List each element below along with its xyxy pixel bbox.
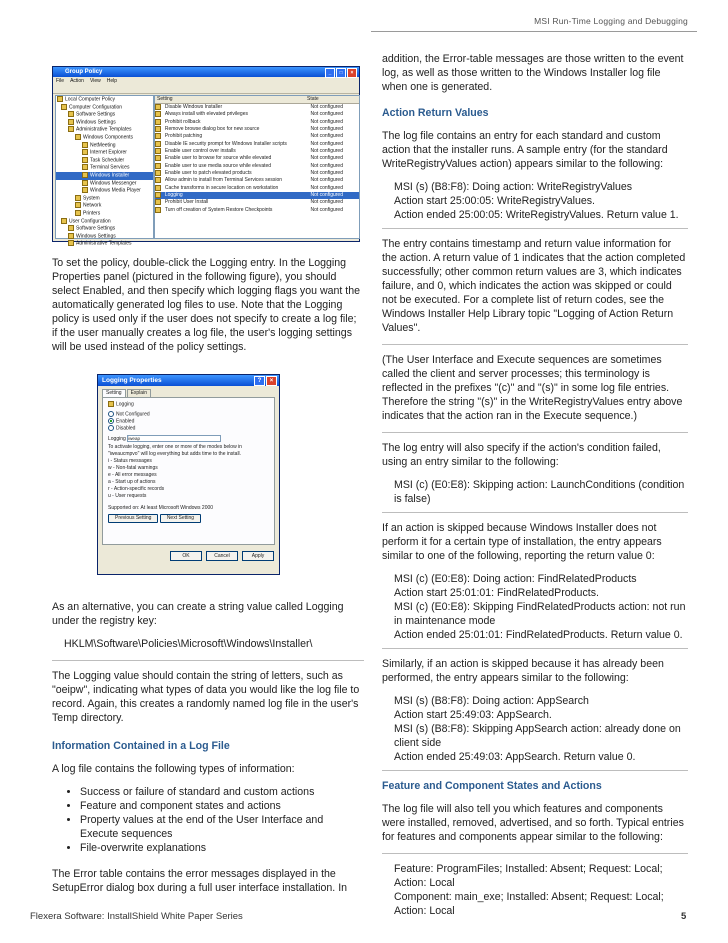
divider	[382, 228, 688, 229]
group-policy-toolbar	[53, 85, 359, 94]
tree-node: Windows Components	[83, 134, 134, 141]
setting-icon	[155, 119, 161, 125]
radio-disabled	[108, 425, 114, 431]
supported-on: Supported on: At least Microsoft Windows 2000	[108, 505, 214, 511]
policy-state: Not configured	[310, 148, 343, 155]
help-text: To activate logging, enter one or more of the modes below in	[108, 444, 242, 450]
folder-icon	[75, 195, 81, 201]
policy-row	[155, 111, 359, 118]
policy-state: Not configured	[310, 206, 343, 213]
help-text: a - Start up of actions	[108, 479, 156, 485]
policy-setting: Turn off creation of System Restore Checkpoints	[164, 206, 273, 213]
computer-icon	[61, 104, 67, 110]
tree-node: Windows Messenger	[90, 179, 137, 186]
tab-setting: Setting	[102, 389, 126, 397]
help-text: i - Status messages	[108, 458, 152, 464]
ok-button: OK	[170, 551, 202, 561]
group-policy-titlebar	[53, 67, 359, 77]
folder-icon	[75, 210, 81, 216]
divider	[382, 853, 688, 854]
tree-node: Software Settings	[76, 225, 116, 232]
setting-icon	[155, 199, 161, 205]
minimize-icon: _	[325, 68, 335, 78]
tree-node: Windows Settings	[76, 119, 116, 126]
logging-setting-panel	[102, 397, 275, 545]
code-block	[382, 694, 688, 764]
policy-name: Logging	[116, 401, 134, 408]
policy-icon	[108, 401, 114, 407]
policy-row	[155, 141, 359, 148]
left-column-bottom	[52, 600, 364, 904]
policy-row	[155, 133, 359, 140]
divider	[382, 512, 688, 513]
left-column-top	[52, 256, 364, 363]
help-text: w - Non-fatal warnings	[108, 465, 158, 471]
policy-row	[155, 199, 359, 206]
list-item: • Feature and component states and actions	[80, 799, 364, 813]
folder-icon	[68, 111, 74, 117]
divider	[382, 648, 688, 649]
tree-node: Terminal Services	[90, 164, 130, 171]
help-text: u - User requests	[108, 493, 147, 499]
policy-setting: Enable user control over installs	[164, 148, 236, 155]
folder-icon	[82, 172, 88, 178]
registry-key: HKLM\Software\Policies\Microsoft\Windows\Installer\	[64, 638, 313, 650]
log-line: Action ended 25:01:01: FindRelatedProducts. Return value 0.	[394, 629, 683, 641]
tree-node: Windows Media Player	[90, 187, 141, 194]
setting-icon	[155, 207, 161, 213]
info-list	[52, 785, 364, 855]
setting-icon	[155, 163, 161, 169]
policy-row	[155, 207, 359, 214]
policy-setting: Prohibit patching	[164, 133, 203, 140]
policy-row	[155, 185, 359, 192]
group-policy-menubar	[53, 77, 359, 85]
tree-node: User Configuration	[69, 217, 111, 224]
log-line: MSI (c) (E0:E8): Skipping FindRelatedProducts action: not run in maintenance mode	[394, 601, 686, 627]
logging-input: iweap	[127, 435, 221, 442]
logging-properties-titlebar	[98, 375, 279, 386]
setting-icon	[155, 104, 161, 110]
log-line: MSI (s) (B8:F8): Doing action: WriteRegistryValues	[394, 181, 633, 193]
paragraph: addition, the Error-table messages are those written to the event log, as well as those written to the Windows Installer log file when one is generated.	[382, 53, 684, 93]
previous-setting-button: Previous Setting	[108, 514, 158, 523]
policy-row	[155, 192, 359, 199]
policy-row	[155, 148, 359, 155]
policy-setting: Remove browse dialog box for new source	[164, 126, 260, 133]
setting-icon	[155, 192, 161, 198]
tree-node: Network	[83, 202, 102, 209]
tab-explain: Explain	[127, 389, 151, 397]
section-heading: Information Contained in a Log File	[52, 740, 230, 752]
log-line: MSI (s) (B8:F8): Doing action: AppSearch	[394, 695, 589, 707]
policy-state: Not configured	[310, 111, 343, 118]
setting-icon	[155, 126, 161, 132]
policy-setting: Enable user to browse for source while elevated	[164, 155, 272, 162]
group-policy-title: Group Policy	[65, 69, 103, 75]
tree-node: Task Scheduler	[90, 157, 125, 164]
setting-icon	[155, 148, 161, 154]
help-text: "iweaucmpvo" will log everything but adds time to the install.	[108, 451, 242, 457]
cancel-button: Cancel	[206, 551, 238, 561]
tree-node-selected: Windows Installer	[90, 172, 130, 179]
policy-row	[155, 119, 359, 126]
divider	[382, 770, 688, 771]
policy-setting: Allow admin to install from Terminal Services session	[164, 177, 283, 184]
folder-icon	[82, 142, 88, 148]
policy-state: Not configured	[310, 162, 343, 169]
page-number: 5	[681, 911, 687, 922]
logging-properties-screenshot	[97, 374, 280, 575]
section-heading: Action Return Values	[382, 107, 489, 119]
folder-icon	[75, 202, 81, 208]
logging-tabs	[102, 389, 279, 397]
log-line: Action start 25:49:03: AppSearch.	[394, 709, 552, 721]
header-rule	[371, 31, 697, 32]
policy-state: Not configured	[310, 192, 343, 199]
policy-setting: Cache transforms in secure location on workstation	[164, 184, 279, 191]
log-line: Feature: ProgramFiles; Installed: Absent; Request: Local;	[394, 863, 663, 875]
policy-state: Not configured	[310, 118, 343, 125]
column-header-state: State	[307, 96, 319, 102]
folder-icon	[68, 119, 74, 125]
policy-setting: Disable IE security prompt for Windows Installer scripts	[164, 140, 287, 147]
policy-setting: Logging	[164, 192, 183, 199]
policy-list-header	[155, 96, 359, 104]
policy-state: Not configured	[310, 199, 343, 206]
folder-icon	[68, 225, 74, 231]
policy-row	[155, 155, 359, 162]
log-line: Action ended 25:49:03: AppSearch. Return value 0.	[394, 751, 636, 763]
tree-node: Software Settings	[76, 111, 116, 118]
policy-setting: Disable Windows Installer	[164, 104, 223, 110]
log-line: Action start 25:01:01: FindRelatedProducts.	[394, 587, 599, 599]
log-line: Action ended 25:00:05: WriteRegistryValues. Return value 1.	[394, 209, 679, 221]
folder-icon	[82, 187, 88, 193]
menu-item: Help	[106, 78, 118, 84]
setting-icon	[155, 111, 161, 117]
tree-node: System	[83, 195, 100, 202]
policy-row	[155, 170, 359, 177]
tree-node: Administrative Templates	[76, 240, 132, 247]
help-icon: ?	[254, 376, 265, 386]
policy-list	[154, 95, 360, 239]
log-line: Action: Local	[394, 877, 455, 889]
policy-state: Not configured	[310, 177, 343, 184]
radio-enabled	[108, 418, 114, 424]
policy-setting: Prohibit User Install	[164, 199, 209, 206]
help-text: r - Action-specific records	[108, 486, 165, 492]
setting-icon	[155, 170, 161, 176]
next-setting-button: Next Setting	[160, 514, 201, 523]
setting-icon	[155, 177, 161, 183]
setting-icon	[155, 133, 161, 139]
divider	[382, 432, 688, 433]
folder-icon	[68, 233, 74, 239]
paragraph: To set the policy, double-click the Logging entry. In the Logging Properties panel (pictured in the following figure), you should select Enabled, and then specify which logging flags you want the automatically generated log files to use. Note that the Logging policy is used only if the user does not specify to create a log file; if the user manually creates a log file, the user's logging settings will be used instead of the policy settings.	[52, 257, 361, 353]
help-text: e - All error messages	[108, 472, 157, 478]
policy-state: Not configured	[310, 170, 343, 177]
folder-icon	[82, 164, 88, 170]
policy-setting: Always install with elevated privileges	[164, 111, 248, 118]
dialog-buttons	[98, 551, 274, 561]
apply-button: Apply	[242, 551, 274, 561]
setting-icon	[155, 155, 161, 161]
radio-not-configured	[108, 411, 114, 417]
option-label: Enabled	[116, 418, 135, 425]
log-line: Component: main_exe; Installed: Absent; Request: Local;	[394, 891, 664, 903]
code-block	[382, 572, 688, 642]
log-line: Action: Local	[394, 905, 455, 917]
tree-node: Administrative Templates	[76, 126, 132, 133]
policy-row	[155, 126, 359, 133]
setting-icon	[155, 141, 161, 147]
menu-item: File	[56, 78, 65, 84]
divider	[382, 344, 688, 345]
code-block	[382, 478, 688, 506]
policy-state: Not configured	[310, 133, 343, 140]
log-line: Action start 25:00:05: WriteRegistryValues.	[394, 195, 595, 207]
group-policy-screenshot	[52, 66, 360, 247]
tree-node: Computer Configuration	[69, 103, 123, 110]
policy-icon	[57, 96, 63, 102]
paragraph: The log entry will also specify if the action's condition failed, using an entry similar to the following:	[382, 442, 661, 468]
tree-node: Internet Explorer	[90, 149, 127, 156]
paragraph: The log file will also tell you which features and components were installed, removed, advertised, and so forth. Typical entries for features and components appear similar to the following:	[382, 803, 684, 843]
close-icon: ×	[347, 68, 357, 78]
paragraph: Similarly, if an action is skipped because it has already been performed, the entry appears similar to the following:	[382, 658, 664, 684]
column-header-setting: Setting	[157, 96, 173, 102]
policy-setting: Enable user to use media source while elevated	[164, 162, 272, 169]
menu-item: View	[89, 78, 101, 84]
right-column	[382, 52, 688, 918]
policy-setting: Enable user to patch elevated products	[164, 170, 252, 177]
log-line: MSI (s) (B8:F8): Skipping AppSearch action: already done on client side	[394, 723, 681, 749]
policy-tree	[55, 95, 154, 247]
folder-icon	[82, 157, 88, 163]
tree-node: NetMeeting	[90, 141, 116, 148]
option-label: Not Configured	[116, 411, 150, 418]
paragraph: (The User Interface and Execute sequences are sometimes called the client and server processes; this terminology is reflected in the prefixes "(c)" and "(s)" in some log file entries. Therefore the string "(s)" in the WriteRegistryValues entry above indicates that the action ran in the Execute sequence.)	[382, 354, 683, 422]
paragraph: The entry contains timestamp and return value information for the action. A return value of 1 indicates that the action completed successfully; other common return values are 3, which indicates failure, and 0, which indicates the action was skipped or could not be executed. For a complete list of return codes, see the Windows Installer Help Library topic "Logging of Action Return Values".	[382, 238, 686, 334]
list-item: • File-overwrite explanations	[80, 841, 364, 855]
running-header: MSI Run-Time Logging and Debugging	[534, 16, 688, 26]
folder-icon	[75, 134, 81, 140]
policy-state: Not configured	[310, 184, 343, 191]
tree-node: Printers	[83, 210, 101, 217]
policy-row	[155, 177, 359, 184]
setting-icon	[155, 185, 161, 191]
log-line: MSI (c) (E0:E8): Doing action: FindRelatedProducts	[394, 573, 637, 585]
code-block	[382, 180, 688, 222]
folder-icon	[82, 180, 88, 186]
tree-node: Local Computer Policy	[65, 96, 116, 103]
footer-series: Flexera Software: InstallShield White Paper Series	[30, 911, 243, 922]
list-item: • Success or failure of standard and custom actions	[80, 785, 364, 799]
folder-icon	[68, 240, 74, 246]
policy-state: Not configured	[310, 155, 343, 162]
option-label: Disabled	[116, 425, 136, 432]
user-icon	[61, 218, 67, 224]
policy-state: Not configured	[310, 126, 343, 133]
tree-node: Windows Settings	[76, 233, 116, 240]
policy-state: Not configured	[310, 140, 343, 147]
section-heading: Feature and Component States and Actions	[382, 780, 602, 792]
policy-row	[155, 104, 359, 111]
list-item: • Property values at the end of the User Interface and Execute sequences	[80, 813, 364, 841]
paragraph: If an action is skipped because Windows Installer does not perform it for a certain type of installation, the entry appears similar to one of the following, reporting the return value 0:	[382, 522, 662, 562]
log-line: MSI (c) (E0:E8): Skipping action: LaunchConditions (condition is false)	[394, 479, 685, 505]
menu-item: Action	[70, 78, 84, 84]
folder-icon	[82, 149, 88, 155]
paragraph: As an alternative, you can create a string value called Logging under the registry key:	[52, 601, 344, 627]
paragraph: A log file contains the following types of information:	[52, 763, 295, 775]
maximize-icon: □	[336, 68, 346, 78]
policy-row	[155, 163, 359, 170]
paragraph: The Error table contains the error messages displayed in the SetupError dialog box during a full user interface installation. In	[52, 868, 348, 894]
field-label: Logging	[108, 435, 126, 442]
paragraph: The Logging value should contain the string of letters, such as "oeipw", indicating what types of data you would like the log file to record. Again, this creates a randomly named log file in the user's Temp directory.	[52, 670, 360, 724]
policy-state: Not configured	[310, 104, 343, 110]
logging-properties-title: Logging Properties	[102, 377, 162, 384]
paragraph: The log file contains an entry for each standard and custom action that the installer runs. A sample entry (for the standard WriteRegistryValues action) appears similar to the following:	[382, 130, 668, 170]
folder-icon	[68, 126, 74, 132]
close-icon: ×	[266, 376, 277, 386]
divider	[52, 660, 364, 661]
code-block	[382, 862, 688, 918]
policy-setting: Prohibit rollback	[164, 118, 201, 125]
